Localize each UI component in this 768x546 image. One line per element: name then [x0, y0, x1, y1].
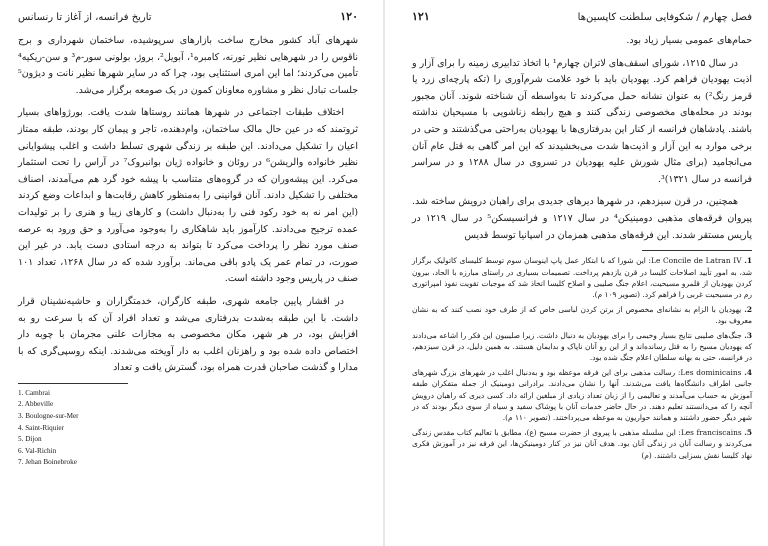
left-page-number: ١٢٠ [340, 10, 358, 23]
footnote-text: یهودیان با الزام به نشانه‌ای مخصوص از برتن کردن لباسی خاص که از طرف خود نصب کنند که به نشان معروف بود. [412, 304, 752, 326]
paragraph: در اقشار پایین جامعه شهری، طبقه کارگران، خدمتگزاران و حاشیه‌نشینان قرار داشت. با این طبقه به‌شدت بدرفتاری می‌شد و تعداد افراد آن که با سرعت رو به افزایش بود، در هر شهر، مکان مخصوصی به مجازات علنی مجرمان با چوبه دار اختصاص داده شده بود و راهزنان اغلب به دار آویخته می‌شدند. اینکه روسپی‌گری که با مدارا و گذشت صاحبان قدرت همراه بود، گسترش یافت و تعداد [18, 295, 358, 374]
right-page-number: ١٢١ [412, 10, 430, 23]
book-spine [383, 0, 385, 546]
footnote-number: 2. [744, 304, 752, 314]
footnote-text: Le Concile de Latran IV: این شورا که با ابتکار عمل پاپ اینوسان سوم توسط کلیسای کاتولیک برگزار شد، به امور تأیید اصلاحات کلیسا در قرن یازدهم پرداخت. تصمیمات بسیاری در راستای مبارزه با الحاد، بیرون کردن یهودیان از قلمرو مسیحیت، اعلام جنگ صلیبی و اصلاح کلیسا اتخاذ شد که موجبات تقویت نفوذ امپراتوری رم در مسیحیت غربی را فراهم کرد. (تصویر ۱۰۹ م). [412, 256, 752, 300]
footnote-text: Les franciscains: این سلسله مذهبی با پیروی از حضرت مسیح (ع)، مطابق با تعالیم کتاب مقدس زندگی می‌کردند و رسالت آنان در زندگی آنان بود. هدف آنان نیز در کنار دومینیکن‌ها، این فرقه نیز در آموزش فکری نهاد کلیسا نقش بسزایی داشتند. (م) [412, 427, 752, 460]
paragraph: حمام‌های عمومی بسیار زیاد بود. [626, 35, 752, 46]
footnote: 1. Cambrai [18, 388, 50, 397]
footnote: 5. Dijon [18, 435, 42, 444]
paragraph: در سال ۱۲۱۵، شورای اسقف‌های لاتران چهارم¹ با اتخاذ تدابیری زمینه را برای آزار و اذیت یهودیان فراهم کرد. یهودیان باید با خود علامت شرم‌آوری را (تکه پارچه‌ای زرد یا قرمز رنگ²) به عنوان نشانه حمل می‌کردند تا به‌واسطه آن شناخته شوند. آنان مجبور بودند در محله‌های مخصوصی زندگی کنند و هیچ رابطه زناشویی با مسیحیان نداشته باشند. پادشاهان فرانسه از کنار این بدرفتاری‌ها با یهودیان به‌راحتی می‌گذشتند و حتی در برخی موارد به این آزار و اذیت‌ها شدت می‌بخشیدند که این امر گاهی به قتل عام آنان می‌انجامید (برای مثال شورش علیه یهودیان در تسروی در سال ۱۲۸۸ و در سراسر فرانسه در سال ۱۳۲۱)³. [412, 57, 753, 185]
footnote-rule [642, 250, 752, 251]
left-page [0, 0, 382, 546]
footnote: 7. Jehan Boinebroke [18, 458, 77, 467]
right-page-header [412, 10, 752, 25]
footnote-number: 4. [744, 367, 752, 377]
footnote-number: 5. [744, 427, 752, 437]
left-running-head: تاریخ فرانسه، از آغاز تا رنسانس [18, 12, 152, 23]
paragraph: شهرهای آباد کشور مخارج ساخت بازارهای سرپوشیده، ساختمان شهرداری و برج ناقوس را در شهرهایی نظیر تورنه، کامبره¹، آبویل²، بروژ، بولونی سور-م³ و سن-ریکیه⁴ تأمین می‌کردند؛ اما این امری استثنایی بود، چرا که در سایر شهرها نظیر نانت و دیژون⁵ جلسات تبادل نظر و مشاوره معاونان کمون در یک صومعه برگزار می‌شد. [18, 35, 358, 96]
right-running-head: فصل چهارم / شکوفایی سلطنت کاپسین‌ها [577, 12, 752, 23]
footnote-number: 3. [744, 330, 752, 340]
left-page-body [18, 33, 358, 377]
footnote-text: Les dominicains: رسالت مذهبی برای این فرقه موعظه بود و به‌دنبال اغلب در شهرهای بزرگ شهرهای جانبی اطراف دانشگاه‌ها یافت می‌شدند. آنها را نشان می‌دادند. برادرانی دومینیک از جمله متفکران طبقه آموزش به حساب می‌آمدند و تعالیمی را از زبان تعداد زیادی از مبلغین ارائه داد. کسی دیری که راهبان درویش آنچه را که می‌دانستند تعلیم دهند. در حال حاضر خدمات آنان با پوشاک سفید و سیاه از سوی دیگر بودند که در شهر دیگر حضور داشتند و همانند حواریون به موعظه می‌پرداختند. (تصویر ۱۱۰ م). [412, 367, 752, 423]
footnote-number: 1. [744, 256, 752, 266]
paragraph: همچنین، در قرن سیزدهم، در شهرها دیرهای جدیدی برای راهبان درویش ساخته شد. پیروان فرقه‌های مذهبی دومینیکن⁴ در سال ۱۲۱۷ و فرانسیسکن⁵ در سال ۱۲۱۹ در پاریس مستقر شدند. این فرقه‌های مذهبی همزمان در اسپانیا توسط قدیس [412, 196, 752, 241]
footnote [412, 330, 752, 364]
footnote [412, 304, 752, 327]
footnote [412, 367, 752, 424]
footnote: 2. Abbeville [18, 400, 54, 409]
right-footnotes [412, 255, 752, 461]
footnote [412, 427, 752, 461]
footnote-text: جنگ‌های صلیبی نتایج بسیار وخیمی را برای یهودیان به دنبال داشت. زیرا صلیبیون این فکر را اشاعه می‌دادند که یهودیان مسیح را به قتل رسانده‌اند و از این رو آنان ناپاک و بدایمان هستند. به همین دلیل، در قرن سیزدهم، در فرانسه، حتی به بهانه سلطان اعلام جنگ شده بود. [412, 330, 752, 363]
footnote: 4. Saint-Riquier [18, 423, 64, 432]
left-page-header [18, 10, 358, 25]
right-page [386, 0, 768, 546]
footnote [412, 255, 752, 301]
left-footnotes [18, 388, 358, 469]
footnote: 6. Val-Richin [18, 446, 57, 455]
footnote: 3. Boulogne-sur-Mer [18, 412, 79, 421]
footnote-rule [18, 383, 128, 384]
right-page-body [412, 33, 752, 244]
paragraph: اختلاف طبقات اجتماعی در شهرها همانند روستاها شدت یافت. بورژواهای بسیار ثروتمند که در عین حال مالک ساختمان، وام‌دهنده، تاجر و پیمان کار بودند، طبقه ممتاز اعیان را تشکیل می‌دادند. این طبقه بر زندگی شهری تسلط داشت و اغلب پیشوایانی نظیر خانواده والریشن⁶ در روئان و خانواده ژیان بوانبروک⁷ در آراس را تحت استثمار می‌کرد. این پیشه‌وران که در گروه‌های متناسب با پیشه خود گرد هم می‌آمدند، اصناف مختلفی را تشکیل دادند. آنان قوانینی را به‌منظور کاهش رقابت‌ها و ابداعات وضع کردند (این امر نه به خود رکود فنی را به‌دنبال داشت) و کارهای زیبا و هنری را بر تولیدات عمده ترجیح می‌دادند. کارآموز باید شاهکاری را به‌وجود می‌آورد و حق ورود به عرصه صنف مورد نظر را پرداخت می‌کرد تا بتواند به درجه استادی دست یابد. در غیر این صورت، در تمام عمر یک پادو باقی می‌ماند. برآورد شده که در سال ۱۲۶۸، تعداد ۱۰۱ صنف در پاریس وجود داشته است. [18, 107, 359, 285]
